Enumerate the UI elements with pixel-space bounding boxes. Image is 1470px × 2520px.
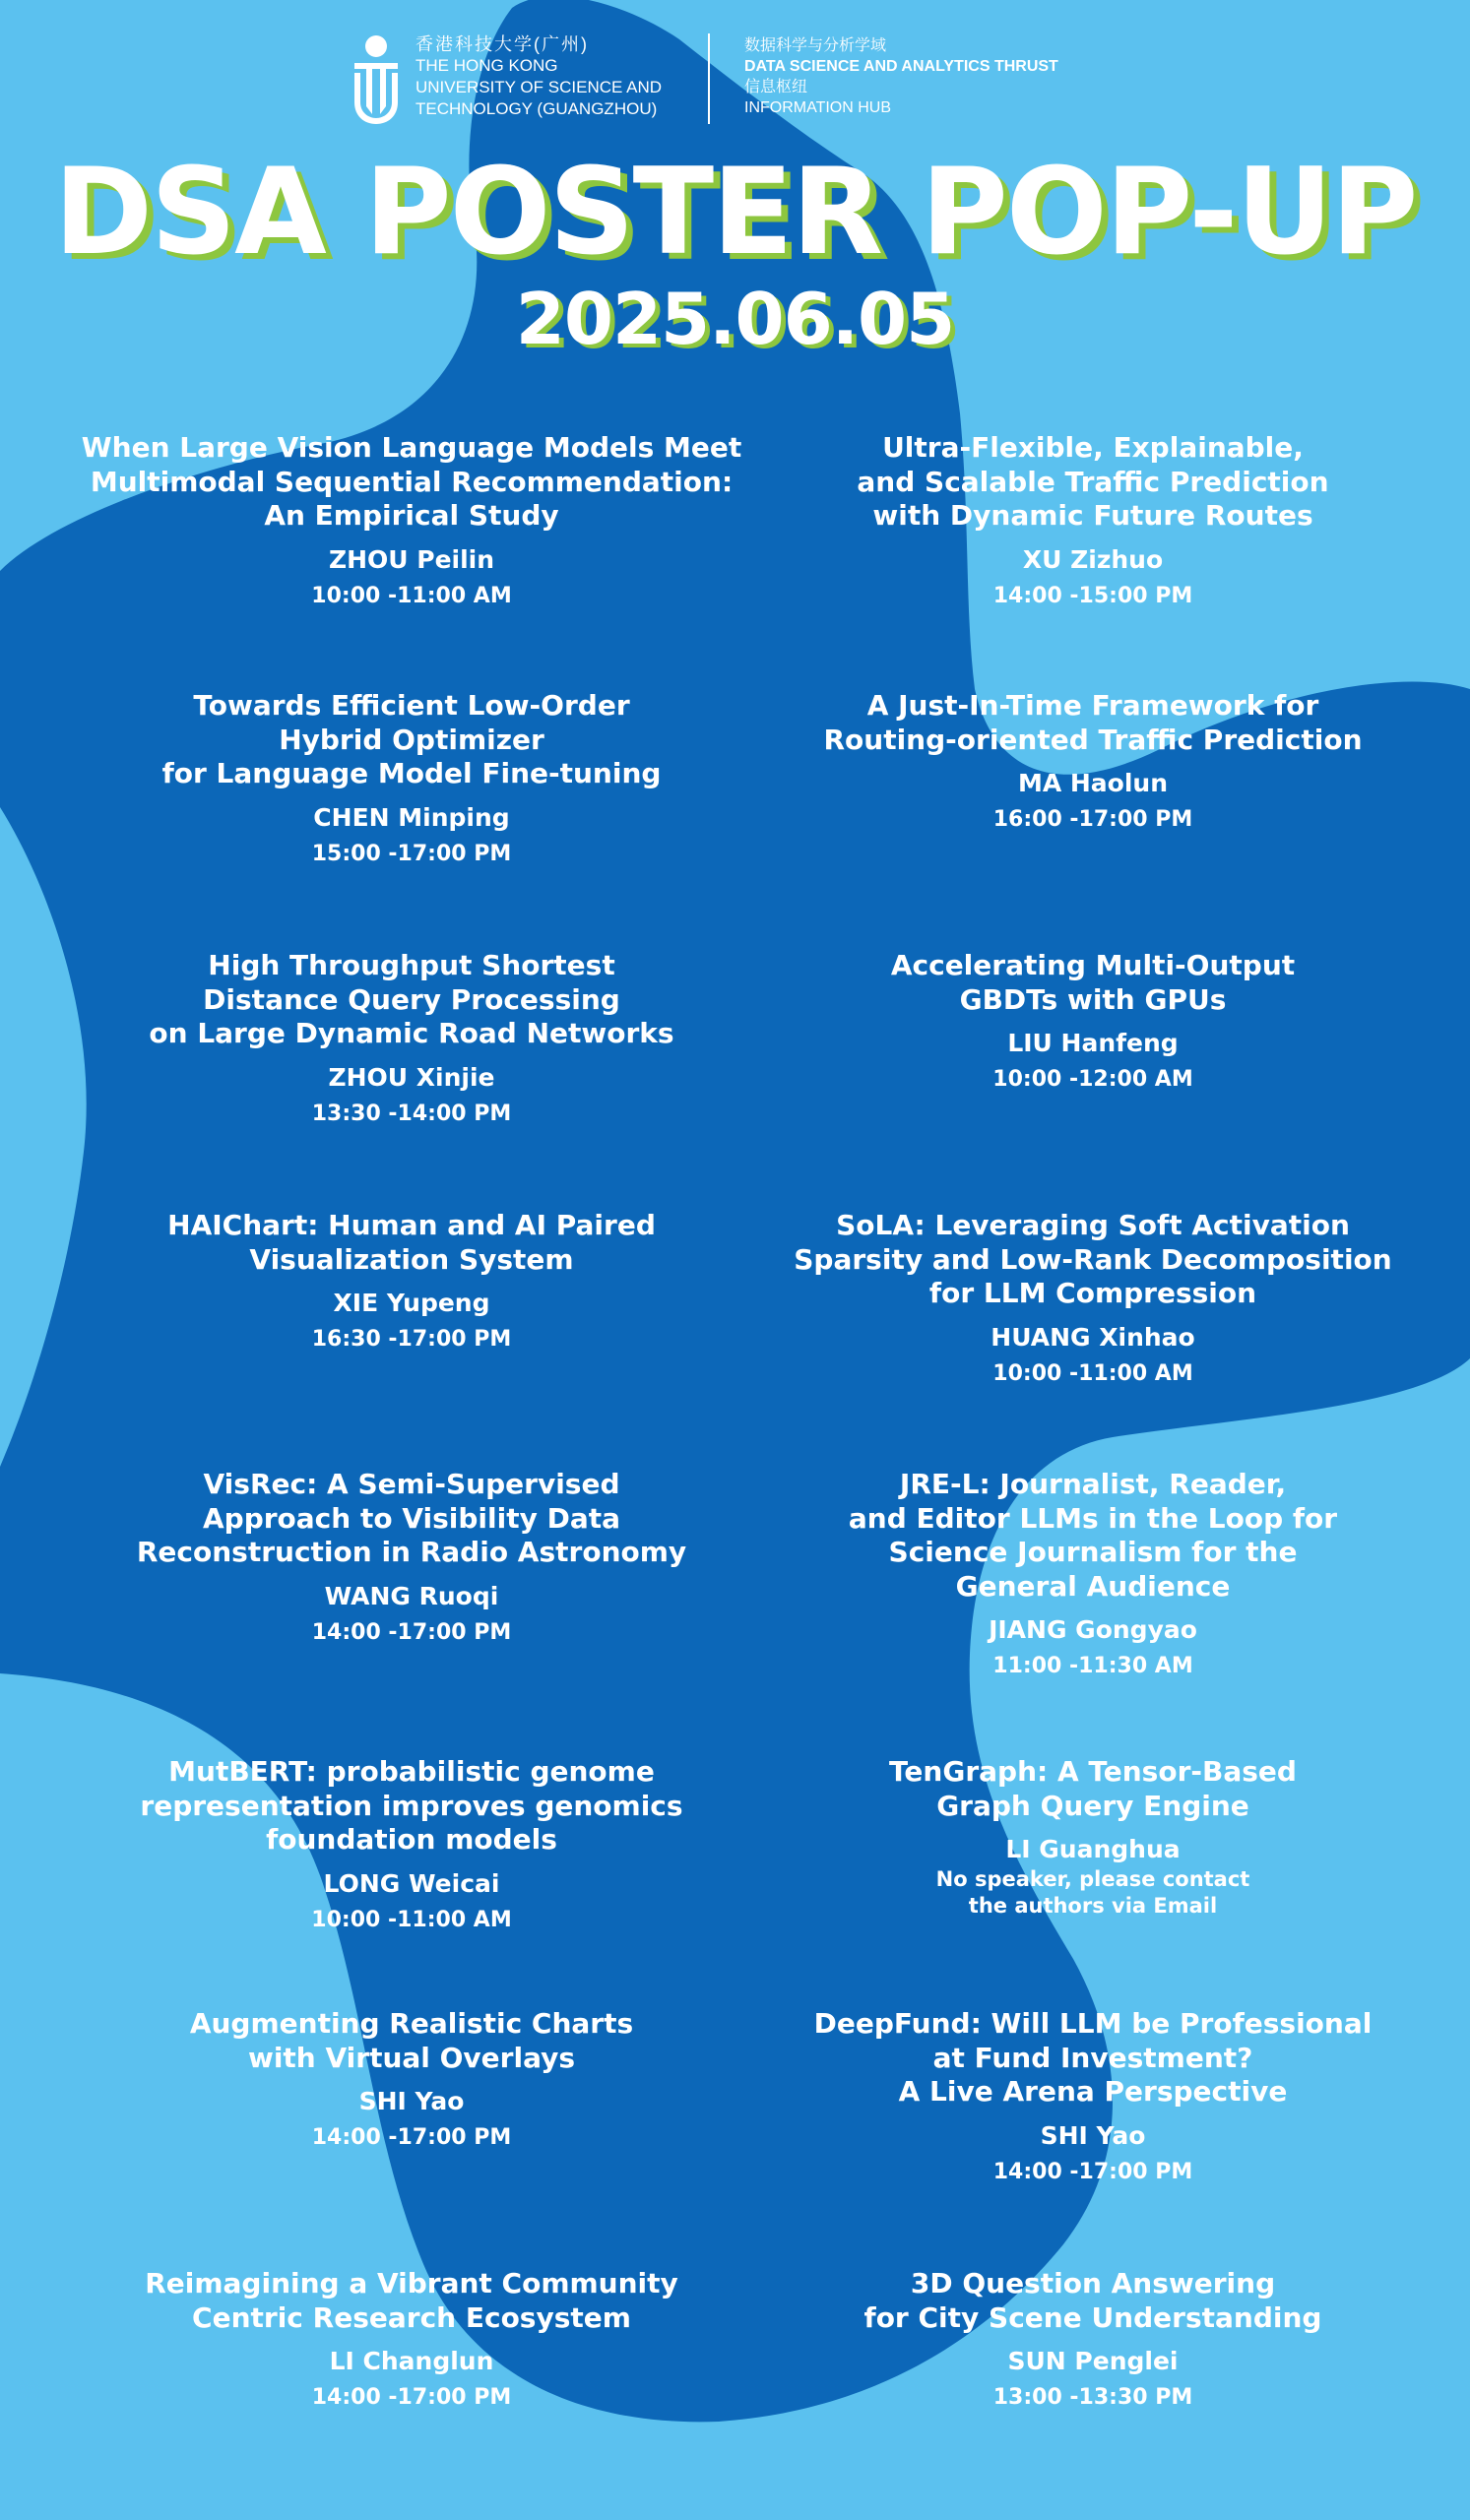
thrust-name	[744, 35, 1058, 118]
poster-entry-title-line: DeepFund: Will LLM be Professional	[813, 2007, 1373, 2040]
poster-entry-note	[748, 1866, 1438, 1920]
poster-entry-title-line: Accelerating Multi-Output	[890, 949, 1296, 981]
poster-entry-title-line: Visualization System	[249, 1242, 574, 1276]
poster-entry-title	[67, 1209, 756, 1277]
hub-name-en: INFORMATION HUB	[744, 99, 892, 116]
poster-title: DSA POSTER POP-UP	[53, 143, 1417, 282]
poster-entry-author: HUANG Xinhao	[991, 1322, 1195, 1352]
poster-entry-title-line: Sparsity and Low-Rank Decomposition	[794, 1242, 1392, 1276]
poster-entry-time: 14:00 -17:00 PM	[311, 1619, 512, 1645]
poster-entry-title-line: Routing-oriented Traffic Prediction	[823, 723, 1363, 756]
poster-entry-title-line: GBDTs with GPUs	[959, 982, 1227, 1016]
poster-entry	[748, 949, 1438, 1093]
poster-entry-author: XU Zizhuo	[1022, 544, 1164, 574]
poster-entry-title-line: MutBERT: probabilistic genome	[168, 1755, 655, 1788]
poster-entry	[748, 1755, 1438, 1920]
poster-entry-author: SUN Penglei	[1007, 2347, 1179, 2375]
poster-entry-author: LONG Weicai	[323, 1868, 500, 1898]
poster-entry-title-line: VisRec: A Semi-Supervised	[203, 1468, 620, 1500]
poster-entry-title-line: with Dynamic Future Routes	[872, 499, 1313, 532]
university-name-en-line2: UNIVERSITY OF SCIENCE AND	[415, 78, 663, 96]
poster-entry-title-line: An Empirical Study	[264, 499, 559, 532]
poster-entry-title-line: and Scalable Traffic Prediction	[857, 465, 1329, 498]
poster-entry-title-line: Reconstruction in Radio Astronomy	[136, 1536, 687, 1568]
university-name-en-line3: TECHNOLOGY (GUANGZHOU)	[415, 99, 658, 118]
header	[0, 0, 1470, 138]
university-name-cn: 香港科技大学(广州)	[415, 34, 589, 54]
poster-entry-title	[748, 689, 1438, 757]
poster-entry-title-line: Augmenting Realistic Charts	[189, 2007, 634, 2040]
poster-entry-time: 16:00 -17:00 PM	[992, 807, 1193, 832]
poster-entry-title	[748, 1755, 1438, 1823]
poster-entry-author: LI Guanghua	[1005, 1835, 1181, 1863]
poster-entry-title-line: Reimagining a Vibrant Community	[145, 2267, 678, 2300]
poster-entry	[67, 1468, 756, 1646]
poster-entry-title-line: A Just-In-Time Framework for	[866, 689, 1319, 722]
poster-entry-title-line: General Audience	[955, 1569, 1231, 1603]
poster-entry	[748, 1468, 1438, 1679]
poster-entry-time: 10:00 -11:00 AM	[992, 1360, 1193, 1386]
poster-entry-title	[67, 2267, 756, 2335]
poster-entry-title-line: representation improves genomics	[140, 1789, 683, 1822]
poster-entry-title	[67, 949, 756, 1051]
poster-entry-title-line: SoLA: Leveraging Soft Activation	[836, 1209, 1350, 1241]
poster-entry	[748, 1209, 1438, 1387]
poster-entry-author: LIU Hanfeng	[1007, 1029, 1179, 1057]
poster-entry	[748, 2267, 1438, 2411]
poster-entry-title-line: with Virtual Overlays	[247, 2041, 576, 2074]
poster-entry	[67, 1209, 756, 1353]
poster-entry-time: 10:00 -11:00 AM	[311, 1907, 512, 1932]
poster-entry-title-line: HAIChart: Human and AI Paired	[167, 1209, 656, 1241]
poster-entry-author: SHI Yao	[1040, 2120, 1146, 2150]
poster-entry-author: WANG Ruoqi	[324, 1581, 499, 1610]
poster-entry-title	[748, 2007, 1438, 2110]
poster-entry-title-line: A Live Arena Perspective	[898, 2075, 1288, 2108]
poster-entry-title-line: for LLM Compression	[928, 1277, 1257, 1309]
poster-entry-author: JIANG Gongyao	[989, 1615, 1197, 1644]
poster-entry-title-line: High Throughput Shortest	[208, 949, 615, 981]
poster-entry-time: 10:00 -12:00 AM	[992, 1067, 1193, 1092]
poster-entry-title-line: Towards Efficient Low-Order	[193, 689, 630, 722]
poster-entry-title	[67, 1755, 756, 1858]
poster-entry-title-line: Ultra-Flexible, Explainable,	[882, 431, 1304, 464]
poster-entry-title-line: for City Scene Understanding	[863, 2300, 1322, 2334]
poster-entry-title	[748, 431, 1438, 534]
poster-entry-time: 13:30 -14:00 PM	[311, 1101, 512, 1126]
poster-entry-title	[67, 2007, 756, 2075]
poster-entry-time: 11:00 -11:30 AM	[992, 1654, 1193, 1678]
poster-entry-author: XIE Yupeng	[333, 1289, 490, 1317]
poster-entry	[67, 2007, 756, 2151]
poster-entry-time: 10:00 -11:00 AM	[311, 583, 512, 608]
poster-entry-note-line: No speaker, please contact	[935, 1867, 1250, 1891]
poster-entry	[67, 2267, 756, 2411]
poster-entry-title-line: TenGraph: A Tensor-Based	[889, 1755, 1297, 1788]
university-name-en-line1: THE HONG KONG	[415, 56, 558, 75]
poster-entry-title-line: foundation models	[266, 1823, 557, 1856]
poster-entry-time: 16:30 -17:00 PM	[311, 1327, 512, 1352]
header-divider	[708, 33, 710, 124]
poster-entry-time: 13:00 -13:30 PM	[992, 2385, 1193, 2410]
poster-entry-author: LI Changlun	[329, 2347, 494, 2375]
poster-entry-title	[748, 1209, 1438, 1311]
poster-entry-title-line: Approach to Visibility Data	[202, 1501, 621, 1535]
poster-entry-author: CHEN Minping	[313, 802, 510, 832]
poster-entry-title	[67, 431, 756, 534]
poster-entry-time: 14:00 -15:00 PM	[992, 583, 1193, 608]
poster-entry	[748, 2007, 1438, 2185]
poster-entry-title-line: for Language Model Fine-tuning	[161, 757, 662, 789]
poster-entry-time: 14:00 -17:00 PM	[992, 2159, 1193, 2184]
poster-entry-title-line: Centric Research Ecosystem	[192, 2300, 631, 2334]
poster-entry	[67, 689, 756, 867]
poster-entry-author: ZHOU Xinjie	[328, 1062, 495, 1092]
poster-entry	[67, 431, 756, 609]
poster-entry-title-line: on Large Dynamic Road Networks	[149, 1017, 674, 1049]
poster-entry-time: 14:00 -17:00 PM	[311, 2385, 512, 2410]
poster-entry-title-line: Multimodal Sequential Recommendation:	[90, 465, 734, 498]
poster-entry-title-line: Hybrid Optimizer	[279, 723, 544, 756]
poster-entry	[67, 949, 756, 1127]
poster-entry-note-line: the authors via Email	[968, 1894, 1218, 1918]
university-name	[415, 33, 662, 120]
poster-entry-time: 15:00 -17:00 PM	[311, 841, 512, 866]
poster-entry	[748, 431, 1438, 609]
thrust-name-cn: 数据科学与分析学域	[744, 37, 887, 54]
poster-entry-title-line: Distance Query Processing	[203, 982, 620, 1016]
thrust-name-en: DATA SCIENCE AND ANALYTICS THRUST	[744, 58, 1058, 75]
poster-entry-title-line: at Fund Investment?	[932, 2041, 1253, 2074]
hub-name-cn: 信息枢纽	[744, 79, 808, 95]
poster-entry-title	[748, 949, 1438, 1017]
hkust-gz-logo-icon	[351, 33, 402, 124]
poster-entry-title	[67, 689, 756, 791]
poster-entry-title-line: 3D Question Answering	[910, 2267, 1276, 2300]
poster-entry-title-line: and Editor LLMs in the Loop for	[848, 1501, 1338, 1535]
poster-entry-title-line: Graph Query Engine	[936, 1789, 1249, 1822]
poster-entry-title	[67, 1468, 756, 1570]
poster-entry-author: SHI Yao	[358, 2087, 465, 2115]
poster-entry-author: MA Haolun	[1017, 769, 1169, 797]
poster-entry-title-line: Science Journalism for the	[888, 1536, 1298, 1568]
poster-entry-title	[748, 2267, 1438, 2335]
poster-entry	[748, 689, 1438, 833]
poster-entry-title-line: When Large Vision Language Models Meet	[81, 431, 742, 464]
event-date: 2025.06.05	[515, 278, 955, 360]
poster-entry-time: 14:00 -17:00 PM	[311, 2125, 512, 2150]
poster-entry-title	[748, 1468, 1438, 1604]
poster-entry-title-line: JRE-L: Journalist, Reader,	[899, 1468, 1287, 1500]
poster-entry-author: ZHOU Peilin	[328, 544, 495, 574]
poster-entry	[67, 1755, 756, 1933]
